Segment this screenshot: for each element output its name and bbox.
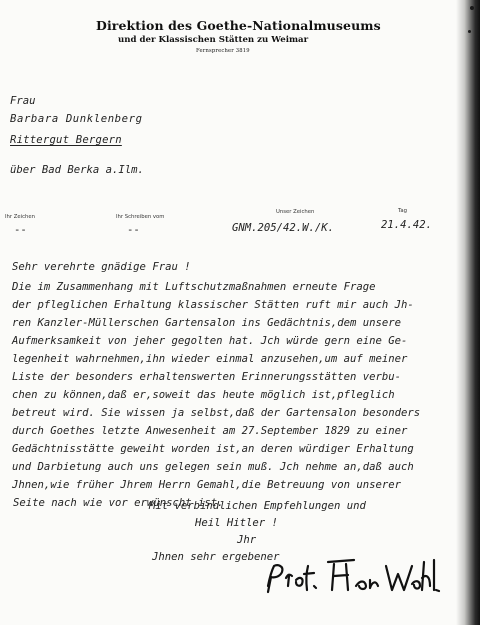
- recipient-salutation-line: Frau: [10, 95, 36, 107]
- body-line: durch Goethes letzte Anwesenheit am 27.September 1829 zu einer: [12, 425, 408, 437]
- tag-label: Tag: [398, 208, 407, 214]
- handwritten-signature: [262, 556, 442, 598]
- ihr-schreiben-value: --: [127, 224, 140, 236]
- body-line: Gedächtnisstätte geweiht worden ist,an deren würdiger Erhaltung: [12, 443, 414, 455]
- date-value: 21.4.42.: [381, 219, 433, 231]
- letterhead-phone: Fernsprecher 3819: [196, 48, 250, 54]
- body-line: der pfleglichen Erhaltung klassischer Stätten ruft mir auch Jh-: [12, 299, 414, 311]
- scan-speck: [468, 30, 471, 33]
- closing-jhr: Jhr: [237, 534, 257, 546]
- scan-speck: [470, 6, 474, 10]
- body-line: Liste der besonders erhaltenswerten Erinnerungsstätten verbu-: [12, 371, 402, 383]
- recipient-via: über Bad Berka a.Ilm.: [10, 164, 144, 176]
- recipient-name: Barbara Dunklenberg: [10, 113, 143, 125]
- letterhead-institution: Direktion des Goethe-Nationalmuseums: [96, 18, 381, 33]
- body-line: betreut wird. Sie wissen ja selbst,daß der Gartensalon besonders: [12, 407, 421, 419]
- unser-zeichen-label: Unser Zeichen: [276, 209, 315, 215]
- body-line: Aufmerksamkeit von jeher gegolten hat. Jch würde gern eine Ge-: [12, 335, 408, 347]
- scan-edge-shadow: [456, 0, 480, 625]
- ihr-zeichen-label: Ihr Zeichen: [5, 214, 36, 220]
- body-line: und Darbietung auch uns gelegen sein muß. Jch nehme an,daß auch: [12, 461, 414, 473]
- closing-regards: Mit verbindlichen Empfehlungen und: [149, 500, 366, 512]
- body-line: Die im Zusammenhang mit Luftschutzmaßnahmen erneute Frage: [12, 281, 376, 293]
- closing-greeting: Heil Hitler !: [195, 517, 278, 529]
- ihr-zeichen-value: --: [14, 224, 27, 236]
- letter-salutation: Sehr verehrte gnädige Frau !: [12, 261, 191, 273]
- body-line: Seite nach wie vor erwünscht ist.: [13, 497, 224, 509]
- body-line: legenheit wahrnehmen,ihn wieder einmal anzusehen,um auf meiner: [12, 353, 408, 365]
- ihr-schreiben-label: Ihr Schreiben vom: [116, 214, 165, 220]
- unser-zeichen-value: GNM.205/42.W./K.: [232, 222, 335, 234]
- body-line: ren Kanzler-Müllerschen Gartensalon ins Gedächtnis,dem unsere: [12, 317, 402, 329]
- recipient-estate: Rittergut Bergern: [10, 134, 122, 146]
- body-line: chen zu können,daß er,soweit das heute möglich ist,pfleglich: [12, 389, 395, 401]
- closing-sincerely: Jhnen sehr ergebener: [152, 551, 280, 563]
- letterhead-subtitle: und der Klassischen Stätten zu Weimar: [118, 35, 309, 45]
- body-line: Jhnen,wie früher Jhrem Herrn Gemahl,die Betreuung von unserer: [12, 479, 402, 491]
